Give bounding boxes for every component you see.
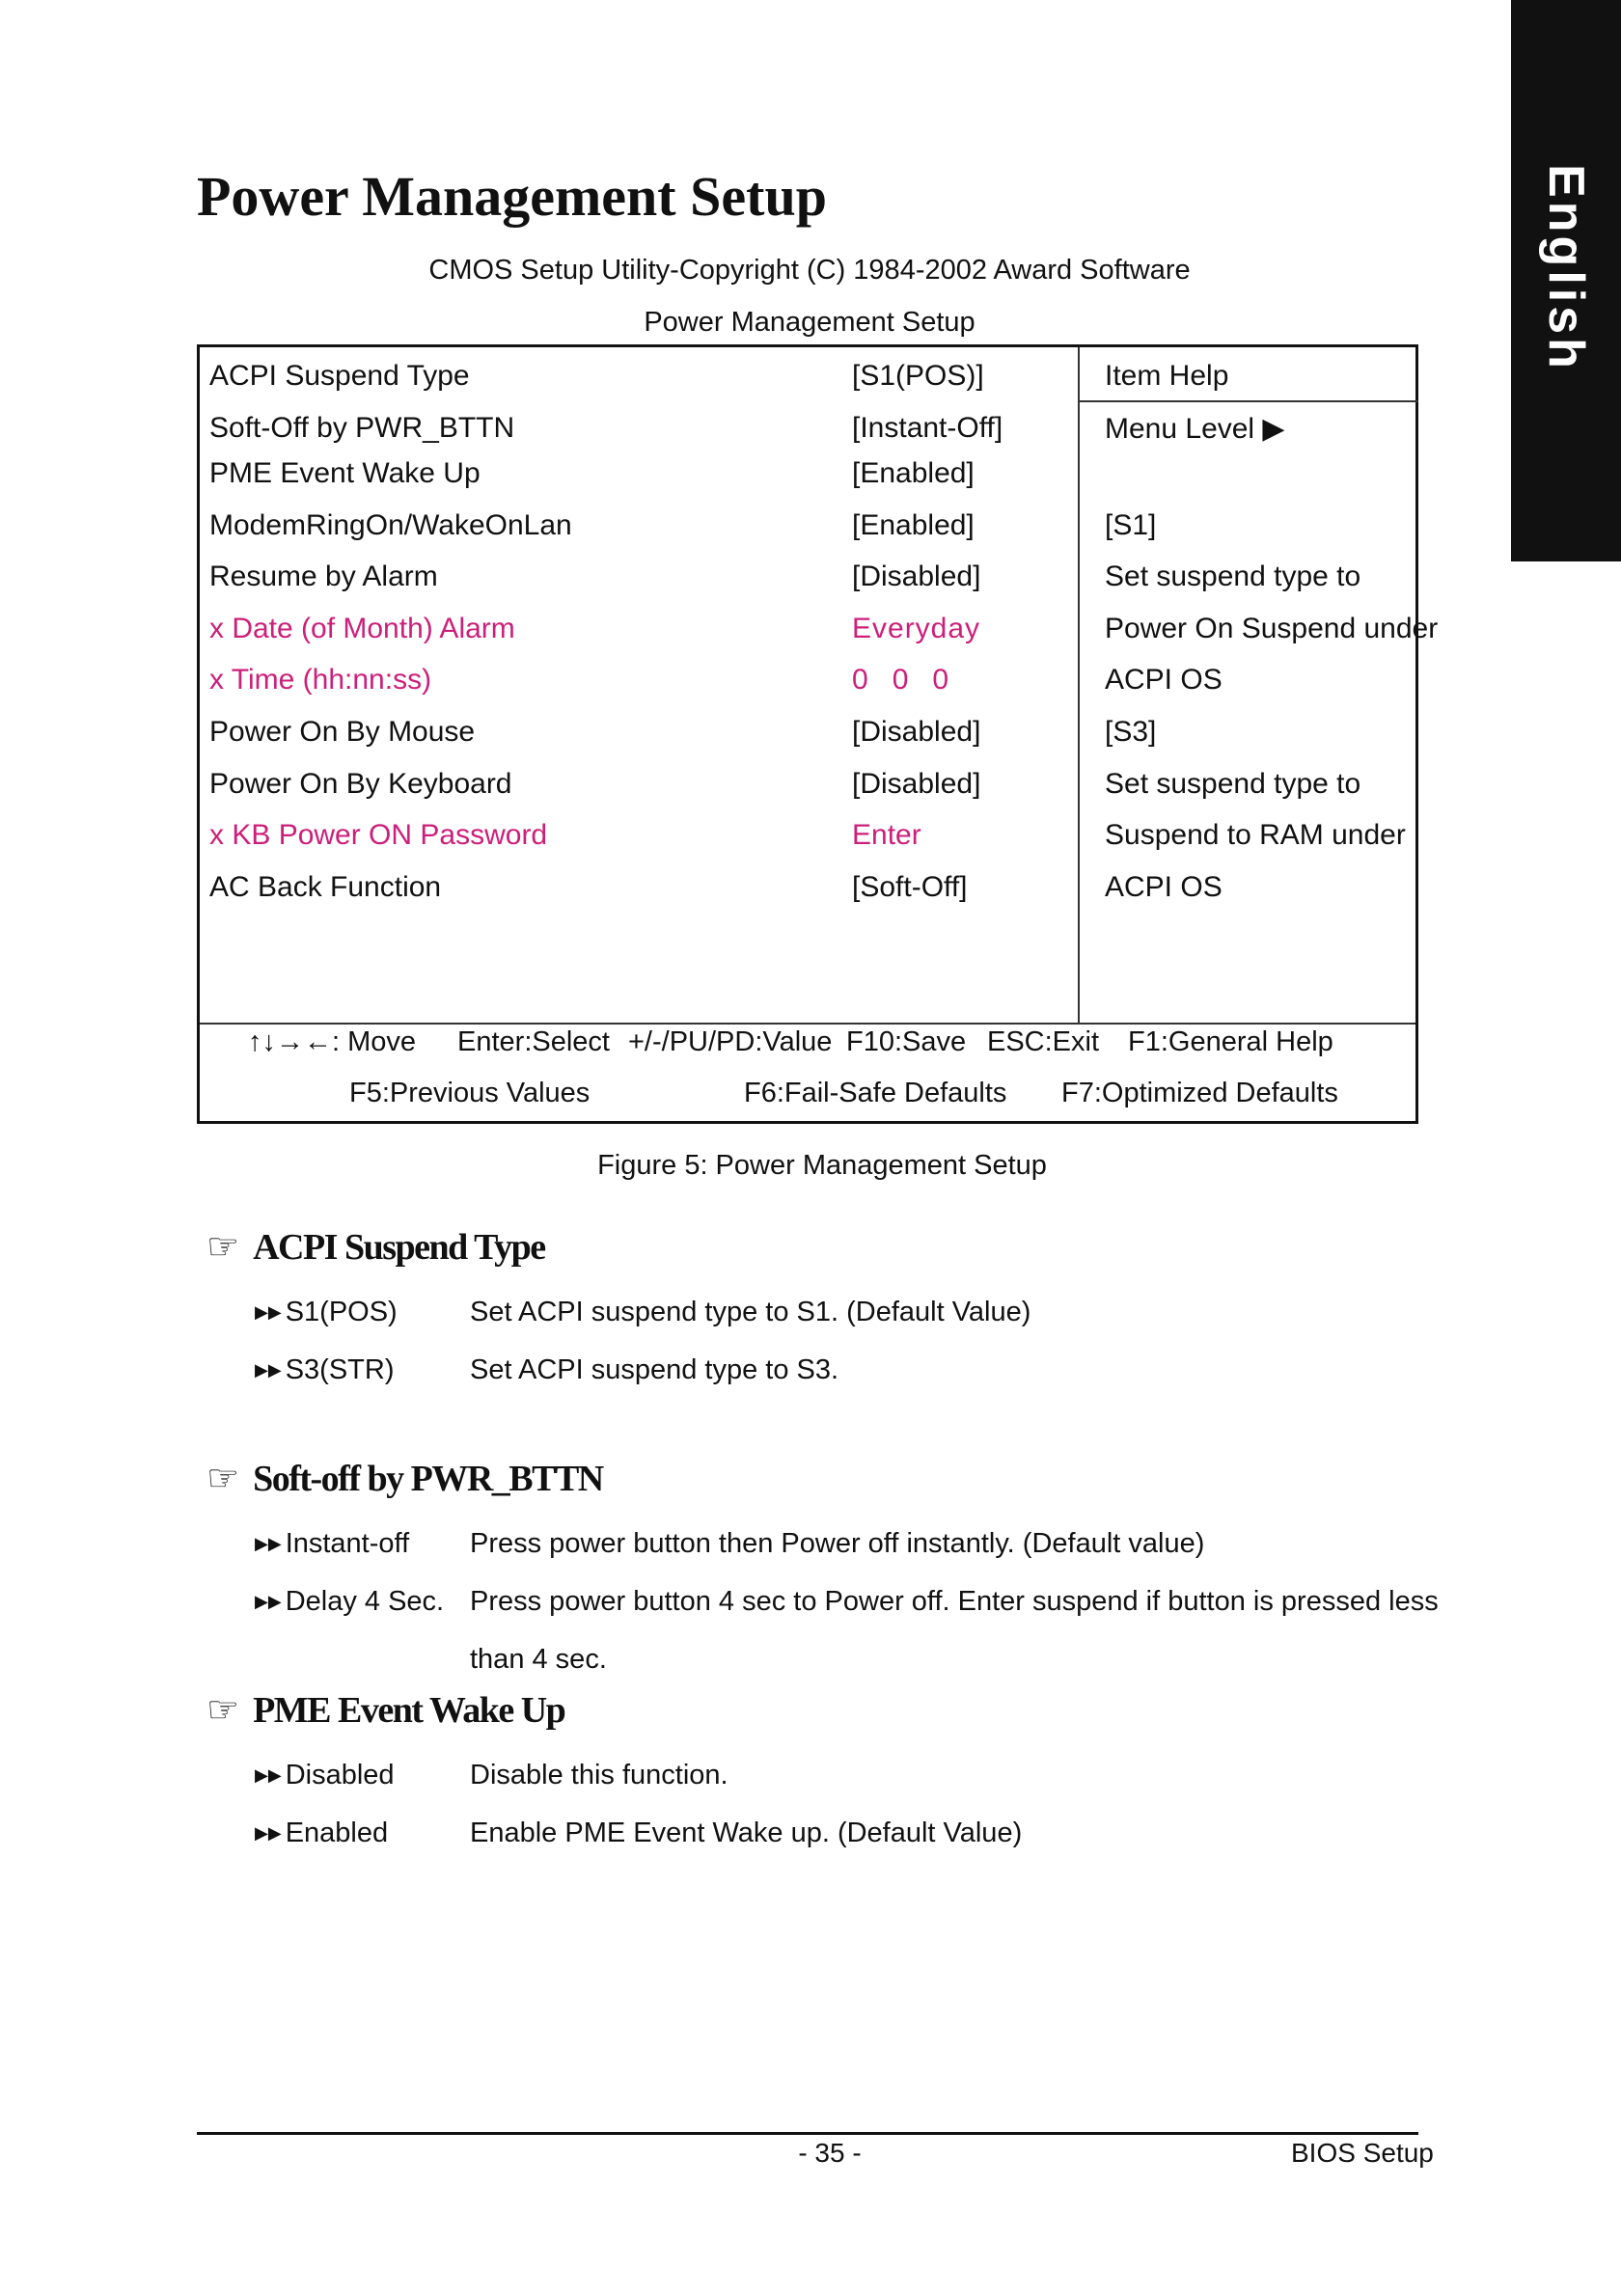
option-name: ▶▶ S1(POS) (255, 1297, 398, 1327)
setting-row-soft-off-by-pwr-bttn[interactable] (200, 412, 1078, 451)
help-header-divider (1078, 400, 1418, 402)
column-divider (1078, 347, 1080, 1023)
setting-label: Power On By Keyboard (209, 768, 512, 800)
setting-value: 0 0 0 (852, 664, 949, 696)
option-description: Disable this function. (470, 1760, 728, 1790)
key-exit: ESC:Exit (987, 1026, 1100, 1057)
pointing-hand-icon: ☞ (206, 1459, 240, 1499)
section-title: ACPI Suspend Type (253, 1227, 545, 1268)
setting-value: Enter (852, 819, 921, 851)
help-line: ACPI OS (1105, 664, 1223, 696)
bios-screen (197, 344, 1439, 1124)
help-line: Set suspend type to (1105, 560, 1361, 592)
bios-screen-title: Power Management Setup (644, 307, 975, 338)
help-line: [S1] (1105, 509, 1157, 541)
language-tab (1511, 0, 1621, 561)
option-name: ▶▶ S3(STR) (255, 1354, 395, 1385)
option-name: ▶▶ Instant-off (255, 1528, 410, 1559)
setting-row-kb-power-on-password (200, 819, 1078, 858)
key-optimized: F7:Optimized Defaults (1061, 1078, 1338, 1108)
key-previous: F5:Previous Values (349, 1078, 591, 1108)
key-save: F10:Save (846, 1026, 967, 1057)
setting-row-acpi-suspend-type[interactable] (200, 360, 1078, 398)
option-description: Enable PME Event Wake up. (Default Value) (470, 1818, 1023, 1848)
setting-row-resume-by-alarm[interactable] (200, 560, 1078, 599)
footer-divider (200, 1023, 1415, 1025)
setting-value: Everyday (852, 613, 981, 644)
option-description: Press power button then Power off instantly. (Default value) (470, 1528, 1205, 1559)
help-line: Set suspend type to (1105, 768, 1361, 800)
setting-value[interactable]: [Soft-Off] (852, 871, 968, 903)
figure-caption: Figure 5: Power Management Setup (597, 1150, 1047, 1181)
help-line: Suspend to RAM under (1105, 819, 1406, 851)
setting-row-power-on-by-keyboard[interactable] (200, 768, 1078, 806)
footer-rule (197, 2132, 1418, 2135)
option-description: Set ACPI suspend type to S3. (470, 1354, 839, 1385)
setting-row-time-alarm (200, 664, 1078, 702)
setting-row-modem-ring-on[interactable] (200, 509, 1078, 548)
setting-label: PME Event Wake Up (209, 457, 481, 489)
double-arrow-icon: ▶▶ (255, 1592, 282, 1611)
option-description: Press power button 4 sec to Power off. Enter suspend if button is pressed less (470, 1586, 1439, 1617)
option-description: Set ACPI suspend type to S1. (Default Value) (470, 1297, 1031, 1327)
option-name: ▶▶ Delay 4 Sec. (255, 1586, 445, 1617)
setting-value[interactable]: [Disabled] (852, 716, 981, 748)
language-tab-label: English (1538, 164, 1594, 372)
help-line: Power On Suspend under (1105, 613, 1439, 644)
setting-row-pme-event-wake-up[interactable] (200, 457, 1078, 496)
key-move: ↑↓→←: Move (248, 1026, 417, 1057)
setting-label: x Date (of Month) Alarm (209, 613, 515, 644)
section-heading (206, 1225, 545, 1269)
section-title: PME Event Wake Up (253, 1690, 565, 1731)
double-arrow-icon: ▶▶ (255, 1302, 282, 1322)
setting-row-date-alarm (200, 613, 1078, 651)
setting-label: ModemRingOn/WakeOnLan (209, 509, 572, 541)
key-select: Enter:Select (457, 1026, 610, 1057)
setting-label: x KB Power ON Password (209, 819, 548, 851)
setting-label: AC Back Function (209, 871, 442, 903)
setting-label: ACPI Suspend Type (209, 360, 470, 392)
double-arrow-icon: ▶▶ (255, 1823, 282, 1843)
setting-value[interactable]: [Disabled] (852, 560, 981, 592)
key-failsafe: F6:Fail-Safe Defaults (744, 1078, 1007, 1108)
item-help-header: Item Help (1105, 360, 1229, 392)
help-line: [S3] (1105, 716, 1157, 748)
double-arrow-icon: ▶▶ (255, 1765, 282, 1785)
setting-label: x Time (hh:nn:ss) (209, 664, 432, 696)
section-heading (206, 1688, 564, 1732)
section-title: Soft-off by PWR_BTTN (253, 1459, 603, 1499)
option-name: ▶▶ Enabled (255, 1818, 389, 1848)
setting-row-power-on-by-mouse[interactable] (200, 716, 1078, 754)
setting-row-ac-back-function[interactable] (200, 871, 1078, 910)
double-arrow-icon: ▶▶ (255, 1534, 282, 1553)
footer-title: BIOS Setup (1291, 2138, 1434, 2168)
bios-copyright: CMOS Setup Utility-Copyright (C) 1984-2002 Award Software (428, 255, 1191, 286)
key-value: +/-/PU/PD:Value (628, 1026, 833, 1057)
option-description-continued: than 4 sec. (470, 1644, 607, 1675)
option-name: ▶▶ Disabled (255, 1760, 395, 1790)
pointing-hand-icon: ☞ (206, 1227, 240, 1268)
key-help: F1:General Help (1128, 1026, 1333, 1057)
page-number: - 35 - (798, 2138, 862, 2168)
setting-label: Soft-Off by PWR_BTTN (209, 412, 515, 444)
page-title: Power Management Setup (197, 165, 827, 228)
setting-value[interactable]: [Instant-Off] (852, 412, 1003, 444)
setting-label: Power On By Mouse (209, 716, 476, 748)
setting-value[interactable]: [Enabled] (852, 457, 975, 489)
setting-value[interactable]: [Disabled] (852, 768, 981, 800)
pointing-hand-icon: ☞ (206, 1690, 240, 1731)
setting-value[interactable]: [Enabled] (852, 509, 975, 541)
setting-label: Resume by Alarm (209, 560, 438, 592)
menu-level: Menu Level ▶ (1105, 413, 1285, 445)
section-heading (206, 1457, 603, 1500)
help-line: ACPI OS (1105, 871, 1223, 903)
double-arrow-icon: ▶▶ (255, 1360, 282, 1380)
setting-value[interactable]: [S1(POS)] (852, 360, 984, 392)
